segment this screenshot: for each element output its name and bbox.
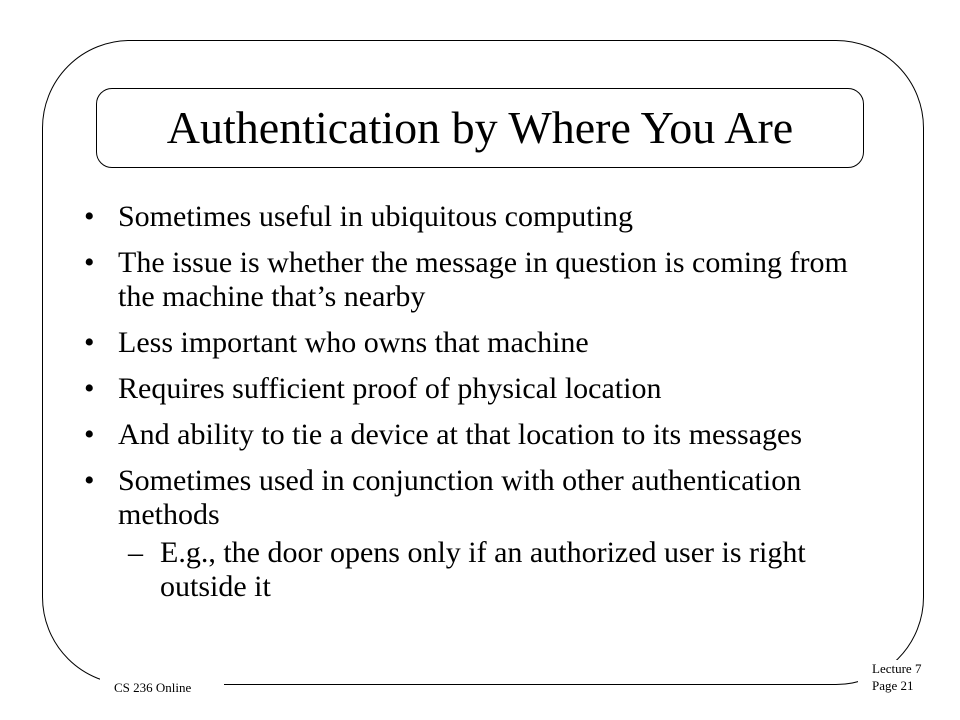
bullet-marker: • <box>84 246 95 279</box>
footer-course: CS 236 Online <box>114 680 192 695</box>
bullet-item <box>84 200 874 234</box>
bullet-marker: • <box>84 418 95 451</box>
bullet-marker: • <box>84 464 95 497</box>
bullet-text: Sometimes used in conjunction with other authentication methods <box>118 464 802 531</box>
sub-bullet-item <box>84 536 874 604</box>
bullet-item <box>84 246 874 314</box>
bullet-item <box>84 464 874 532</box>
bullet-marker: • <box>84 372 95 405</box>
bullet-item <box>84 418 874 452</box>
bullet-list <box>84 200 874 604</box>
footer-lecture-number: Lecture 7 <box>872 661 922 676</box>
bullet-marker: • <box>84 326 95 359</box>
bullet-text: Requires sufficient proof of physical location <box>118 372 662 405</box>
sub-bullet-text: E.g., the door opens only if an authorized user is right outside it <box>160 536 806 603</box>
slide-title: Authentication by Where You Are <box>166 102 794 153</box>
bullet-text: The issue is whether the message in question is coming from the machine that’s nearby <box>118 246 848 313</box>
bullet-marker: • <box>84 200 95 233</box>
bullet-text: Less important who owns that machine <box>118 326 589 359</box>
footer-page-number: Page 21 <box>872 678 914 693</box>
bullet-text: Sometimes useful in ubiquitous computing <box>118 200 633 233</box>
bullet-item <box>84 326 874 360</box>
bullet-text: And ability to tie a device at that location to its messages <box>118 418 802 451</box>
footer-lecture-info <box>872 660 921 694</box>
title-box <box>96 88 864 168</box>
sub-bullet-marker: – <box>128 536 143 569</box>
bullet-item <box>84 372 874 406</box>
